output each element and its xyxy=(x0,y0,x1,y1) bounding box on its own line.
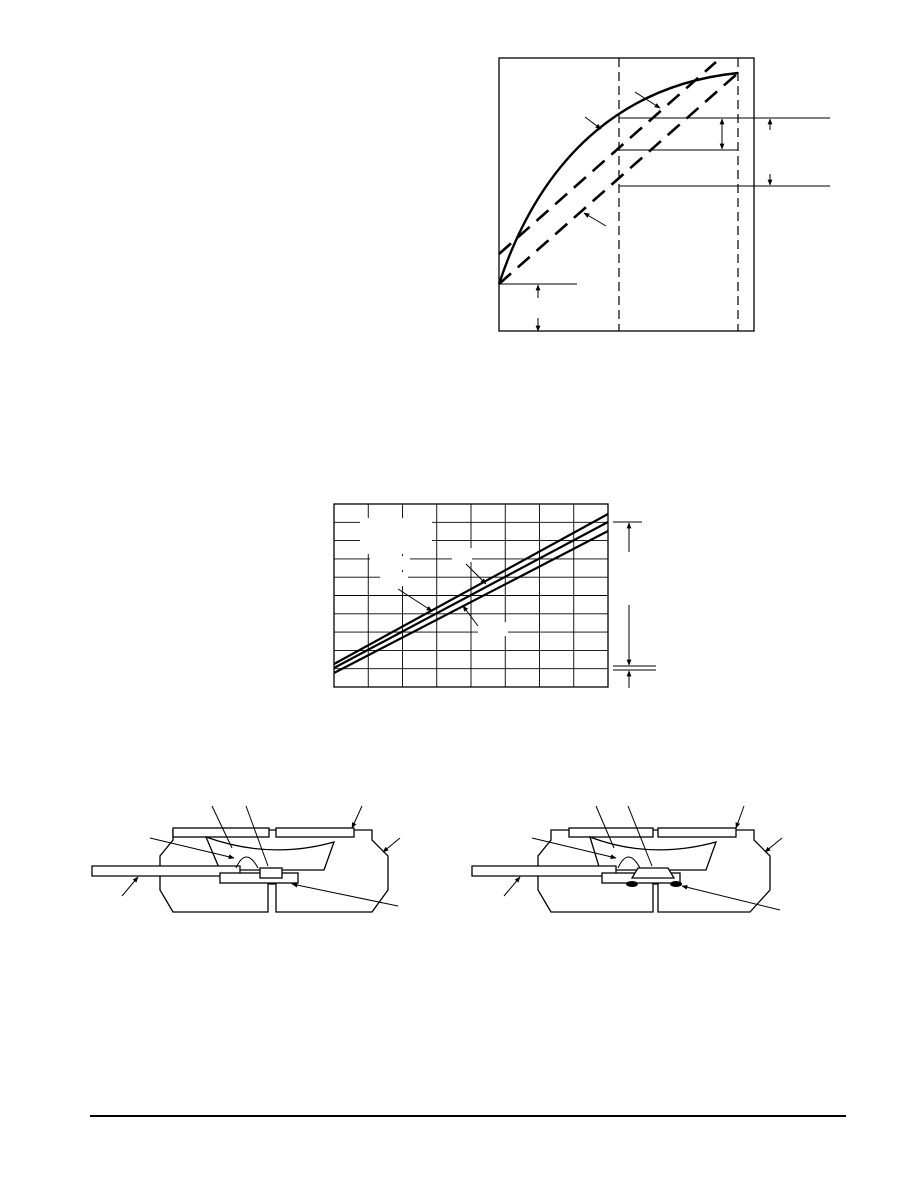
leader-port xyxy=(504,877,520,896)
nonlinearity-figure xyxy=(499,58,830,331)
port-tube xyxy=(472,866,616,876)
trace-leader-2 xyxy=(466,564,486,584)
port-tube xyxy=(92,866,240,876)
trace-leader-1 xyxy=(398,589,432,611)
label-blank-5 xyxy=(478,622,508,636)
temperature-output-figure xyxy=(334,504,656,688)
leader-body xyxy=(765,838,782,852)
figure1-frame xyxy=(499,58,754,331)
leader-cap xyxy=(736,806,744,828)
leader-arrow-end-point xyxy=(584,213,606,226)
label-blank-1 xyxy=(360,518,432,554)
label-blank-2 xyxy=(370,556,410,570)
die-attach-left xyxy=(626,881,638,887)
package-cross-section-right xyxy=(472,806,782,912)
leader-port xyxy=(122,877,138,896)
die-attach-right xyxy=(670,881,682,887)
best-fit-straight-line xyxy=(499,62,716,254)
top-cap-plate-left xyxy=(569,828,653,837)
top-cap-plate-right xyxy=(276,828,354,837)
leader-arrow-curve xyxy=(585,117,601,129)
leader-cap xyxy=(352,806,362,828)
label-blank-4 xyxy=(452,548,472,562)
trace-leader-3 xyxy=(463,606,478,626)
sensor-die xyxy=(632,868,674,878)
top-cap-plate-right xyxy=(658,828,736,837)
lead-frame xyxy=(220,873,298,883)
label-blank-3 xyxy=(380,572,408,586)
package-cross-section-left xyxy=(92,806,400,912)
leader-body xyxy=(383,838,400,852)
sensor-die xyxy=(260,868,282,878)
